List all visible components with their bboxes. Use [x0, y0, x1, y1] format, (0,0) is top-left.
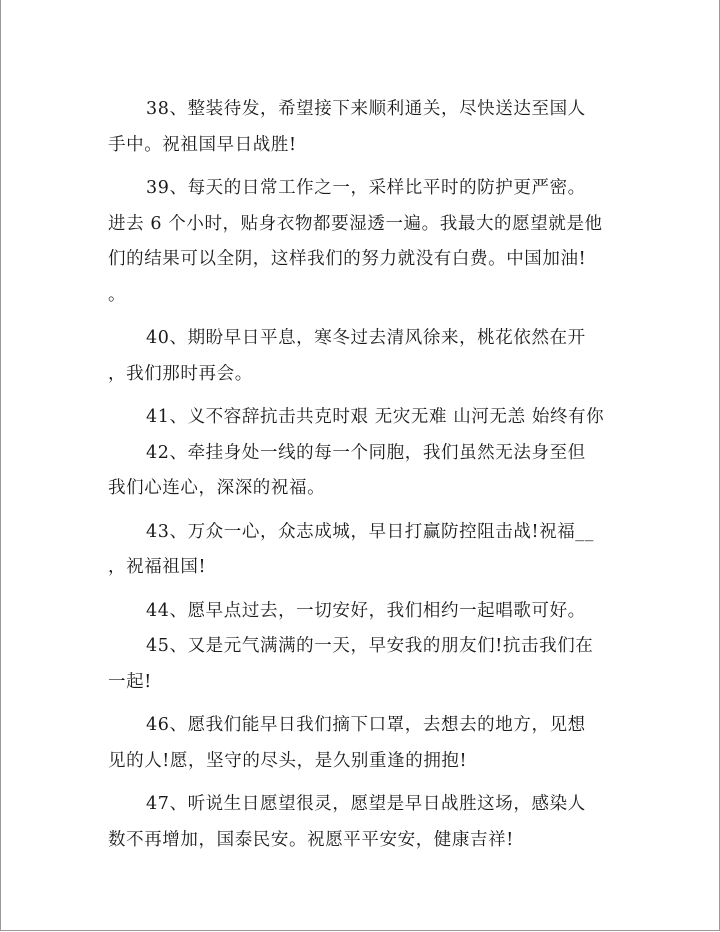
- paragraph-line: 39、每天的日常工作之一，采样比平时的防护更严密。: [146, 178, 586, 198]
- paragraph-line: 43、万众一心，众志成城，早日打赢防控阻击战!祝福__: [146, 521, 594, 542]
- document-body: [108, 92, 618, 858]
- paragraph-38: [108, 92, 618, 163]
- paragraph-line: 我们心连心，深深的祝福。: [108, 478, 326, 498]
- paragraph-line: 进去 6 个小时，贴身衣物都要湿透一遍。我最大的愿望就是他: [108, 213, 603, 234]
- paragraph-line: 一起!: [108, 671, 152, 692]
- paragraph-line: 数不再增加，国泰民安。祝愿平平安安，健康吉祥!: [108, 829, 514, 850]
- paragraph-42: [108, 436, 618, 507]
- paragraph-39: [108, 171, 618, 313]
- paragraph-line: 见的人!愿，坚守的尽头，是久别重逢的拥抱!: [108, 750, 468, 771]
- paragraph-46: [108, 708, 618, 779]
- paragraph-line: 38、整装待发，希望接下来顺利通关，尽快送达至国人: [146, 99, 586, 119]
- paragraph-line: 。: [108, 284, 127, 305]
- paragraph-line: 们的结果可以全阴，这样我们的努力就没有白费。中国加油!: [108, 249, 587, 269]
- paragraph-line: 44、愿早点过去，一切安好，我们相约一起唱歌可好。: [146, 600, 586, 621]
- paragraph-45: [108, 629, 618, 700]
- paragraph-line: 47、听说生日愿望很灵，愿望是早日战胜这场，感染人: [146, 794, 586, 814]
- paragraph-line: ，我们那时再会。: [108, 363, 253, 384]
- paragraph-line: 41、义不容辞抗击共克时艰 无灾无难 山河无恙 始终有你: [146, 407, 605, 427]
- paragraph-line: ，祝福祖国!: [108, 557, 207, 577]
- paragraph-line: 40、期盼早日平息，寒冬过去清风徐来，桃花依然在开: [146, 328, 586, 348]
- paragraph-43: [108, 515, 618, 586]
- paragraph-40: [108, 321, 618, 392]
- paragraph-line: 42、牵挂身处一线的每一个同胞，我们虽然无法身至但: [146, 442, 586, 463]
- paragraph-41: [108, 400, 618, 436]
- paragraph-47: [108, 787, 618, 858]
- paragraph-44: [108, 594, 618, 630]
- paragraph-line: 45、又是元气满满的一天，早安我的朋友们!抗击我们在: [146, 636, 594, 656]
- paragraph-line: 手中。祝祖国早日战胜!: [108, 134, 297, 155]
- paragraph-line: 46、愿我们能早日我们摘下口罩，去想去的地方，见想: [146, 715, 586, 735]
